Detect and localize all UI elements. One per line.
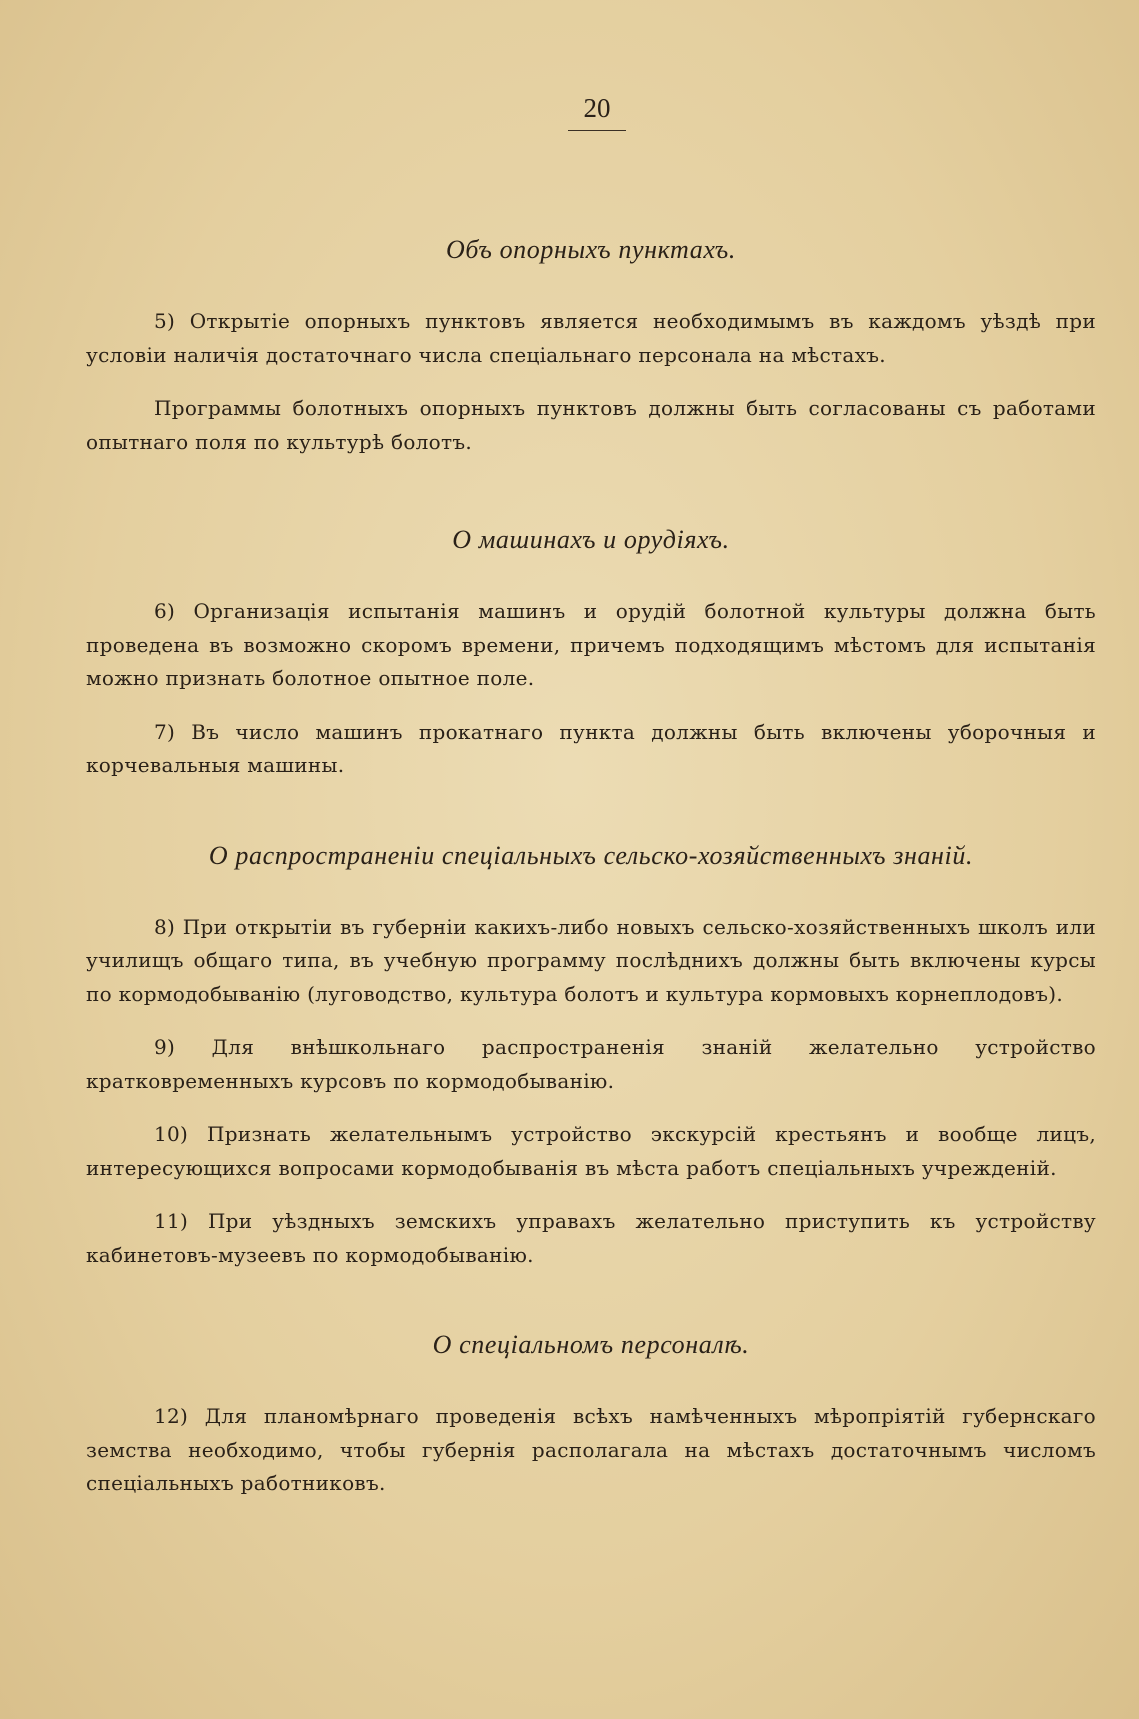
- section-heading-machines: О машинахъ и орудіяхъ.: [452, 525, 730, 554]
- paragraph-12: 12) Для планомѣрнаго проведенія всѣхъ намѣченныхъ мѣропріятій губернскаго земства необходимо, чтобы губернія располагала на мѣстахъ достаточнымъ числомъ спеціальныхъ работниковъ.: [86, 1404, 1096, 1495]
- paragraph-10: 10) Признать желательнымъ устройство экскурсій крестьянъ и вообще лицъ, интересующихся вопросами кормодобыванія въ мѣста работъ спеціальныхъ учрежденій.: [86, 1122, 1096, 1180]
- paragraph-9: 9) Для внѣшкольнаго распространенія знаній желательно устройство кратковременныхъ курсовъ по кормодобыванію.: [86, 1035, 1096, 1093]
- section-heading-knowledge: О распространеніи спеціальныхъ сельско-хозяйственныхъ знаній.: [208, 840, 974, 870]
- paragraph-7: 7) Въ число машинъ прокатнаго пункта должны быть включены уборочныя и корчевальныя машины.: [86, 719, 1096, 777]
- section-heading-support-points: Объ опорныхъ пунктахъ.: [445, 235, 737, 264]
- page-number: 20: [583, 93, 611, 123]
- section-heading-personnel: О спеціальномъ персоналѣ.: [432, 1330, 750, 1359]
- paragraph-programs: Программы болотныхъ опорныхъ пунктовъ должны быть согласованы съ работами опытнаго поля по культурѣ болотъ.: [86, 396, 1096, 454]
- page-number-rule: [568, 130, 626, 131]
- paragraph-5: 5) Открытіе опорныхъ пунктовъ является необходимымъ въ каждомъ уѣздѣ при условіи наличія достаточнаго числа спеціальнаго персонала на мѣстахъ.: [86, 309, 1096, 367]
- paragraph-6: 6) Организація испытанія машинъ и орудій болотной культуры должна быть проведена въ возможно скоромъ времени, причемъ подходящимъ мѣстомъ для испытанія можно признать болотное опытное поле.: [86, 599, 1096, 690]
- paragraph-11: 11) При уѣздныхъ земскихъ управахъ желательно приступить къ устройству кабинетовъ-музеевъ по кормодобыванію.: [86, 1209, 1096, 1267]
- document-page: [86, 92, 1096, 1501]
- paragraph-8: 8) При открытіи въ губерніи какихъ-либо новыхъ сельско-хозяйственныхъ школъ или училищъ общаго типа, въ учебную программу послѣднихъ должны быть включены курсы по кормодобыванію (луговодство, культура болотъ и культура кормовыхъ корнеплодовъ).: [86, 914, 1096, 1006]
